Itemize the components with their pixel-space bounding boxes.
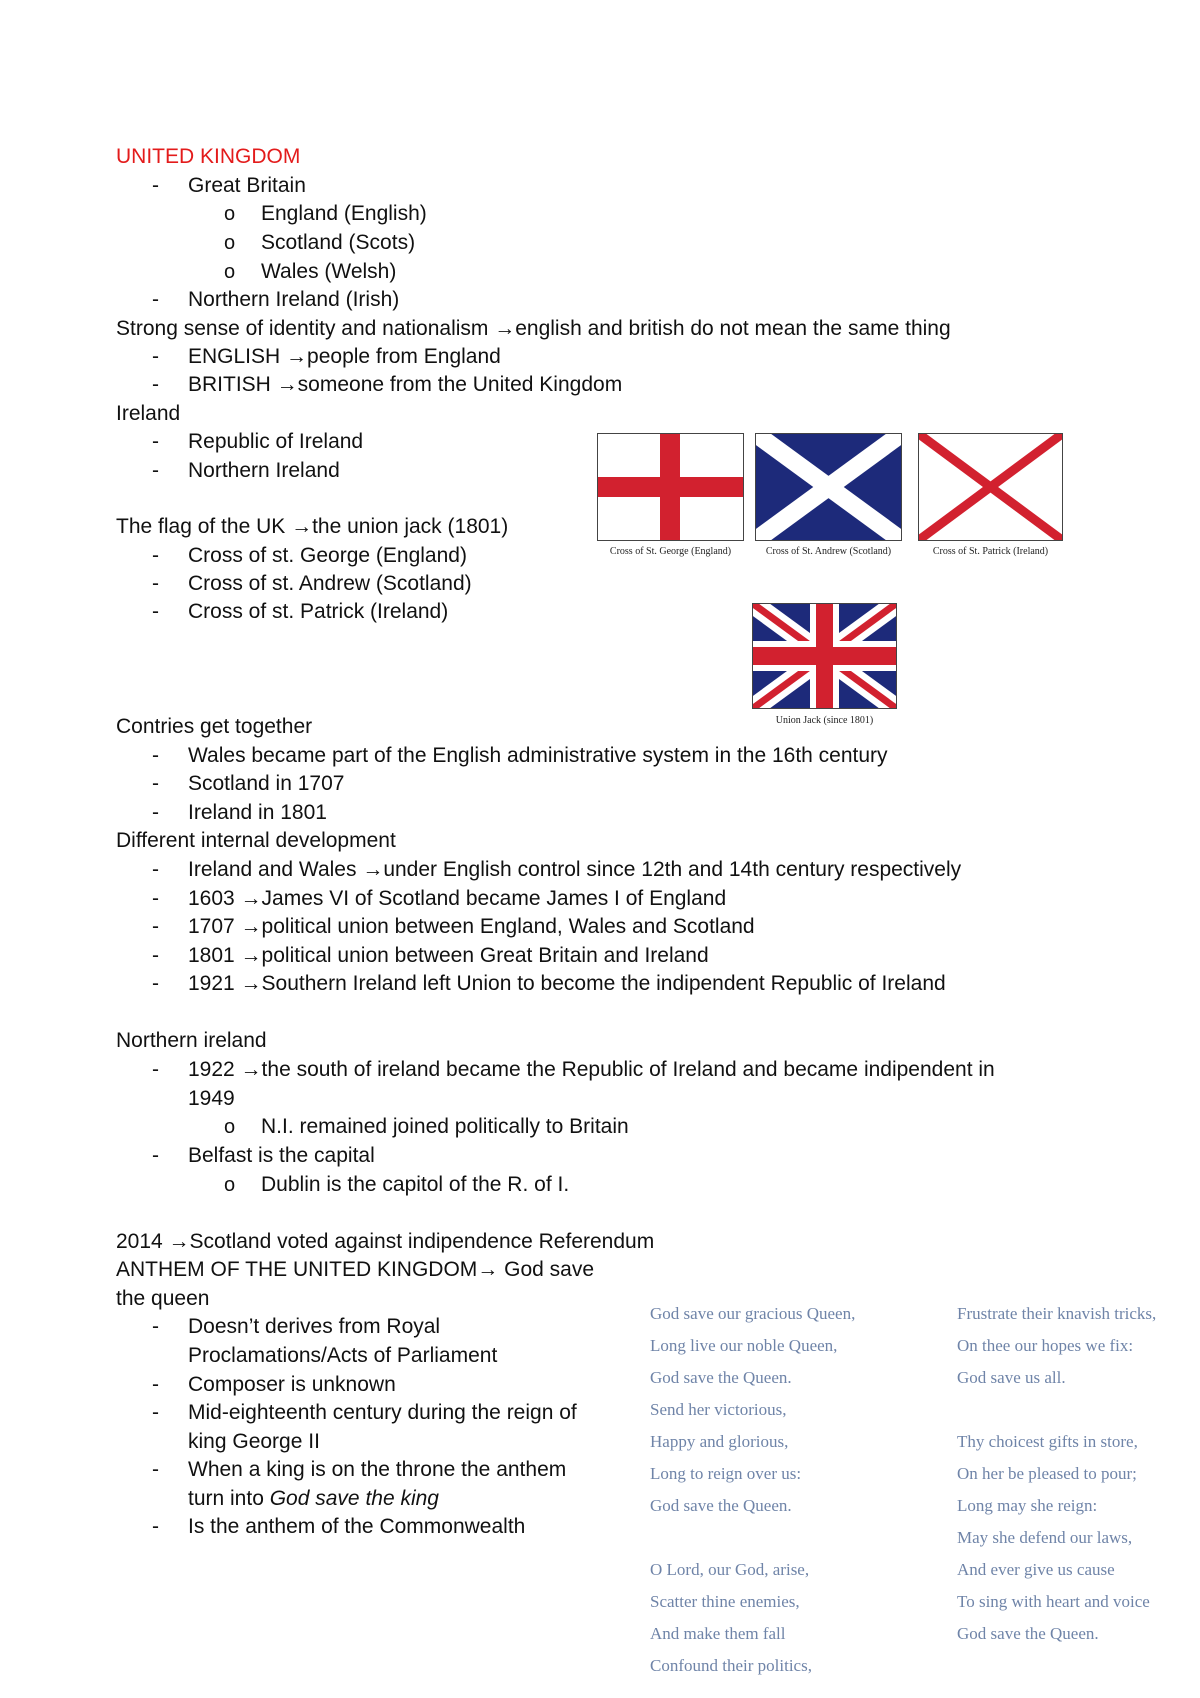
dash-bullet: -: [152, 600, 159, 623]
dash-bullet: -: [152, 430, 159, 453]
dash-bullet: -: [152, 572, 159, 595]
circle-bullet: o: [224, 1174, 236, 1196]
section-label: Different internal development: [116, 829, 396, 852]
dash-bullet: -: [152, 944, 159, 967]
anthem-lyrics-col2: [957, 1298, 1156, 1650]
list-item: 1801 →political union between Great Britain and Ireland: [188, 944, 709, 967]
lyric-gap: [957, 1394, 1156, 1426]
lyric-line: Long live our noble Queen,: [650, 1336, 838, 1355]
list-item: Northern Ireland (Irish): [188, 288, 400, 311]
dash-bullet: -: [152, 1373, 159, 1396]
lyric-line: God save the Queen.: [957, 1624, 1099, 1643]
lyric-line: God save the Queen.: [650, 1368, 792, 1387]
lyric-line: Long to reign over us:: [650, 1464, 802, 1483]
list-item: Republic of Ireland: [188, 430, 364, 453]
dash-bullet: -: [152, 887, 159, 910]
list-item: Wales became part of the English administrative system in the 16th century: [188, 744, 888, 767]
dash-bullet: -: [152, 288, 159, 311]
section-label: Contries get together: [116, 715, 313, 738]
dash-bullet: -: [152, 174, 159, 197]
dash-bullet: -: [152, 373, 159, 396]
paragraph: ANTHEM OF THE UNITED KINGDOM→ God save: [116, 1258, 595, 1281]
lyric-line: Scatter thine enemies,: [650, 1592, 800, 1611]
st-andrew-cross-flag: [755, 433, 902, 541]
dash-bullet: -: [152, 744, 159, 767]
section-label: Ireland: [116, 402, 181, 425]
dash-bullet: -: [152, 915, 159, 938]
text-run: turn into: [188, 1487, 270, 1510]
lyric-gap: [650, 1522, 855, 1554]
list-item: Cross of st. Patrick (Ireland): [188, 600, 449, 623]
paragraph: Strong sense of identity and nationalism →english and british do not mean the same thing: [116, 317, 951, 340]
dash-bullet: -: [152, 1315, 159, 1338]
lyric-line: O Lord, our God, arise,: [650, 1560, 810, 1579]
section-label: Northern ireland: [116, 1029, 267, 1052]
list-item-continuation: [188, 1485, 439, 1513]
list-item-continuation: king George II: [188, 1430, 320, 1453]
list-item: 1603 →James VI of Scotland became James I of England: [188, 887, 727, 910]
lyric-line: Thy choicest gifts in store,: [957, 1432, 1138, 1451]
circle-bullet: o: [224, 232, 236, 254]
list-item: Belfast is the capital: [188, 1144, 375, 1167]
lyric-line: And make them fall: [650, 1624, 786, 1643]
circle-bullet: o: [224, 1116, 236, 1138]
dash-bullet: -: [152, 1515, 159, 1538]
flag-caption-patrick: Cross of St. Patrick (Ireland): [932, 546, 1049, 557]
lyric-line: God save us all.: [957, 1368, 1066, 1387]
list-item: BRITISH →someone from the United Kingdom: [188, 373, 623, 396]
anthem-lyrics-col1: [650, 1298, 855, 1682]
dash-bullet: -: [152, 1144, 159, 1167]
list-item: Is the anthem of the Commonwealth: [188, 1515, 526, 1538]
italic-text: God save the king: [269, 1487, 439, 1510]
lyric-line: Send her victorious,: [650, 1400, 787, 1419]
dash-bullet: -: [152, 801, 159, 824]
lyric-line: Frustrate their knavish tricks,: [957, 1304, 1157, 1323]
sub-list-item: Scotland (Scots): [261, 231, 416, 254]
page-title: UNITED KINGDOM: [116, 145, 301, 168]
dash-bullet: -: [152, 858, 159, 881]
lyric-line: And ever give us cause: [957, 1560, 1115, 1579]
paragraph: 2014 →Scotland voted against indipendence Referendum: [116, 1230, 655, 1253]
lyric-line: May she defend our laws,: [957, 1528, 1133, 1547]
list-item: 1707 →political union between England, Wales and Scotland: [188, 915, 755, 938]
list-item: Great Britain: [188, 174, 306, 197]
dash-bullet: -: [152, 459, 159, 482]
paragraph: The flag of the UK →the union jack (1801): [116, 515, 509, 538]
lyric-line: Happy and glorious,: [650, 1432, 789, 1451]
circle-bullet: o: [224, 203, 236, 225]
dash-bullet: -: [152, 345, 159, 368]
list-item-continuation: 1949: [188, 1087, 235, 1110]
sub-list-item: Wales (Welsh): [261, 260, 397, 283]
flag-caption-george: Cross of St. George (England): [609, 546, 732, 557]
sub-list-item: Dublin is the capitol of the R. of I.: [261, 1173, 570, 1196]
sub-list-item: N.I. remained joined politically to Britain: [261, 1115, 629, 1138]
list-item-continuation: Proclamations/Acts of Parliament: [188, 1344, 498, 1367]
flag-caption-union: Union Jack (since 1801): [775, 715, 874, 726]
dash-bullet: -: [152, 1058, 159, 1081]
list-item: Doesn’t derives from Royal: [188, 1315, 441, 1338]
dash-bullet: -: [152, 772, 159, 795]
lyric-line: On thee our hopes we fix:: [957, 1336, 1134, 1355]
list-item: Ireland in 1801: [188, 801, 327, 824]
sub-list-item: England (English): [261, 202, 427, 225]
list-item: 1921 →Southern Ireland left Union to become the indipendent Republic of Ireland: [188, 972, 946, 995]
list-item: Scotland in 1707: [188, 772, 345, 795]
st-patrick-cross-flag: [918, 433, 1063, 541]
circle-bullet: o: [224, 261, 236, 283]
paragraph-continuation: the queen: [116, 1287, 210, 1310]
lyric-line: God save our gracious Queen,: [650, 1304, 856, 1323]
list-item: Cross of st. Andrew (Scotland): [188, 572, 472, 595]
list-item: 1922 →the south of ireland became the Republic of Ireland and became indipendent in: [188, 1058, 995, 1081]
dash-bullet: -: [152, 544, 159, 567]
dash-bullet: -: [152, 972, 159, 995]
lyric-line: On her be pleased to pour;: [957, 1464, 1137, 1483]
dash-bullet: -: [152, 1401, 159, 1424]
list-item: Northern Ireland: [188, 459, 340, 482]
lyric-line: To sing with heart and voice: [957, 1592, 1150, 1611]
lyric-line: Long may she reign:: [957, 1496, 1098, 1515]
list-item: Ireland and Wales →under English control since 12th and 14th century respectively: [188, 858, 962, 881]
list-item: Mid-eighteenth century during the reign of: [188, 1401, 577, 1424]
dash-bullet: -: [152, 1458, 159, 1481]
list-item: Cross of st. George (England): [188, 544, 467, 567]
union-jack-flag: [752, 603, 897, 709]
list-item: ENGLISH →people from England: [188, 345, 501, 368]
lyric-line: God save the Queen.: [650, 1496, 792, 1515]
st-george-cross-flag: [597, 433, 744, 541]
lyric-line: Confound their politics,: [650, 1656, 812, 1675]
flag-caption-andrew: Cross of St. Andrew (Scotland): [765, 546, 892, 557]
list-item: When a king is on the throne the anthem: [188, 1458, 567, 1481]
list-item: Composer is unknown: [188, 1373, 396, 1396]
